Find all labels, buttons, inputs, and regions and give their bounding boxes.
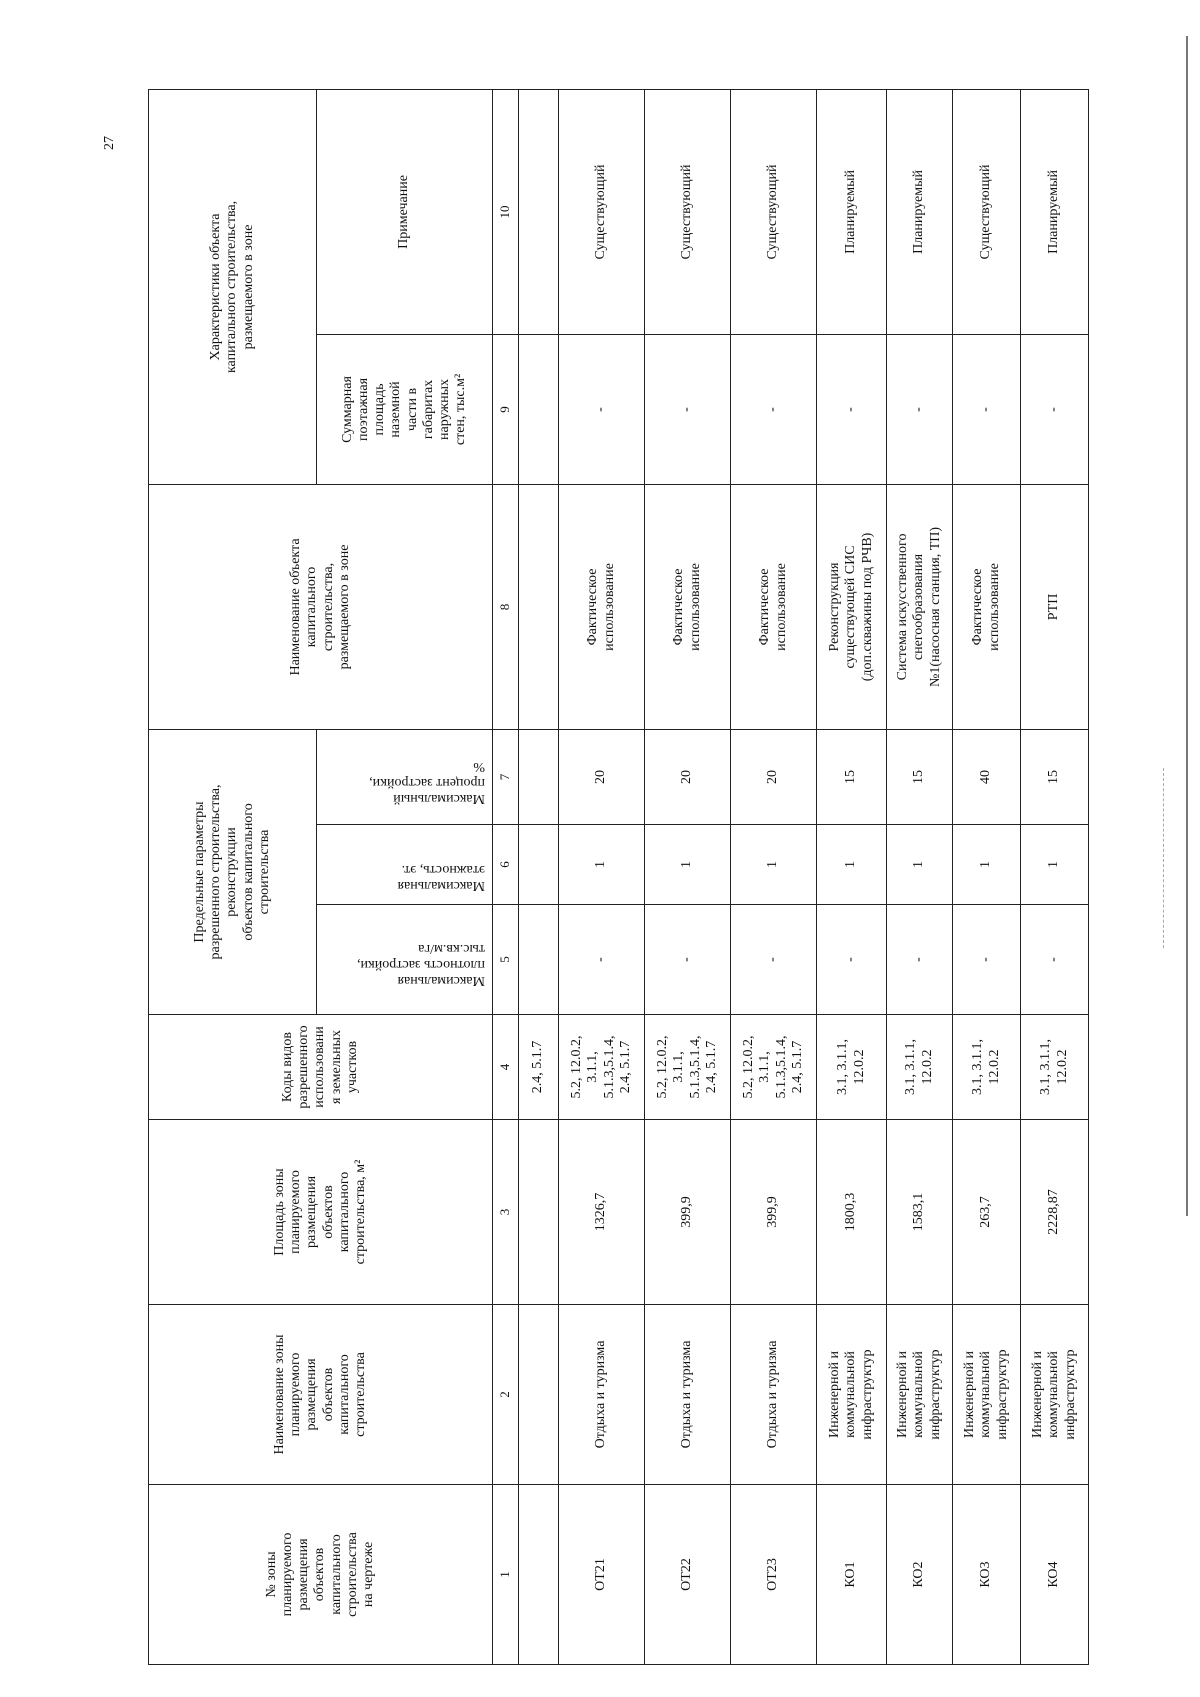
cell-zone-area: 399,9 [645, 1120, 731, 1305]
cell-zone-area: 1326,7 [559, 1120, 645, 1305]
cell-max-density: - [887, 905, 953, 1015]
cell-object-name: Фактическое использование [559, 484, 645, 729]
col-number: 7 [493, 729, 519, 824]
cell-max-floors [519, 825, 559, 905]
cell-object-name: Система искусственного снегообразования №1(насосная станция, ТП) [887, 484, 953, 729]
cell-object-name: Фактическое использование [953, 484, 1021, 729]
cell-total-floor-area [519, 334, 559, 484]
header-use-codes: Коды видов разрешенного использовани я земельных участков [149, 1015, 493, 1120]
cell-use-codes: 3.1, 3.1.1, 12.0.2 [817, 1015, 887, 1120]
table-row [559, 89, 645, 1664]
cell-max-floors: 1 [559, 825, 645, 905]
cell-max-coverage: 20 [645, 729, 731, 824]
cell-total-floor-area: - [817, 334, 887, 484]
cell-zone-name: Инженерной и коммунальной инфраструктур [817, 1305, 887, 1485]
cell-zone-name: Инженерной и коммунальной инфраструктур [953, 1305, 1021, 1485]
cell-use-codes: 5.2, 12.0.2, 3.1.1, 5.1.3,5.1.4, 2.4, 5.1.7 [559, 1015, 645, 1120]
cell-zone-number [519, 1485, 559, 1665]
cell-zone-area: 1583,1 [887, 1120, 953, 1305]
cell-max-density: - [817, 905, 887, 1015]
cell-zone-name: Отдыха и туризма [645, 1305, 731, 1485]
cell-use-codes: 3.1, 3.1.1, 12.0.2 [953, 1015, 1021, 1120]
cell-use-codes: 5.2, 12.0.2, 3.1.1, 5.1.3,5.1.4, 2.4, 5.1.7 [645, 1015, 731, 1120]
cell-zone-area [519, 1120, 559, 1305]
cell-zone-number: ОТ23 [731, 1485, 817, 1665]
header-zone-number: № зоны планируемого размещения объектов капитального строительства на чертеже [149, 1485, 493, 1665]
header-zone-name: Наименование зоны планируемого размещения объектов капитального строительства [149, 1305, 493, 1485]
cell-zone-number: ОТ21 [559, 1485, 645, 1665]
cell-object-name: Фактическое использование [731, 484, 817, 729]
cell-note: Существующий [731, 89, 817, 334]
cell-max-coverage: 15 [817, 729, 887, 824]
cell-total-floor-area: - [645, 334, 731, 484]
cell-max-density [519, 905, 559, 1015]
rotated-table-wrapper [148, 90, 1078, 1665]
cell-max-coverage: 20 [559, 729, 645, 824]
cell-zone-number: КО4 [1021, 1485, 1089, 1665]
zones-table [148, 89, 1089, 1665]
cell-zone-number: КО3 [953, 1485, 1021, 1665]
cell-max-coverage: 15 [1021, 729, 1089, 824]
cell-max-floors: 1 [645, 825, 731, 905]
column-number-row [493, 89, 519, 1664]
col-number: 3 [493, 1120, 519, 1305]
header-max-floors: Максимальная этажность, эт. [317, 825, 493, 905]
cell-max-coverage [519, 729, 559, 824]
cell-max-coverage: 40 [953, 729, 1021, 824]
cell-object-name: Фактическое использование [645, 484, 731, 729]
col-number: 8 [493, 484, 519, 729]
cell-note: Планируемый [817, 89, 887, 334]
col-number: 1 [493, 1485, 519, 1665]
cell-zone-number: ОТ22 [645, 1485, 731, 1665]
cell-zone-name: Отдыха и туризма [559, 1305, 645, 1485]
cell-max-density: - [559, 905, 645, 1015]
cell-max-coverage: 15 [887, 729, 953, 824]
col-number: 4 [493, 1015, 519, 1120]
cell-use-codes: 3.1, 3.1.1, 12.0.2 [1021, 1015, 1089, 1120]
cell-object-name: Реконструкция существующей СИС (доп.скважины под РЧВ) [817, 484, 887, 729]
cell-max-floors: 1 [887, 825, 953, 905]
cell-max-floors: 1 [817, 825, 887, 905]
cell-max-floors: 1 [953, 825, 1021, 905]
cell-total-floor-area: - [887, 334, 953, 484]
header-max-coverage: Максимальный процент застройки, % [317, 729, 493, 824]
page-number: 27 [102, 136, 117, 150]
cell-total-floor-area: - [559, 334, 645, 484]
col-number: 10 [493, 89, 519, 334]
cell-zone-area: 2228,87 [1021, 1120, 1089, 1305]
cell-note: Существующий [953, 89, 1021, 334]
cell-zone-area: 263,7 [953, 1120, 1021, 1305]
table-row [1021, 89, 1089, 1664]
header-zone-area: Площадь зоны планируемого размещения объектов капитального строительства, м² [149, 1120, 493, 1305]
cell-max-floors: 1 [731, 825, 817, 905]
cell-max-density: - [645, 905, 731, 1015]
cell-note: Существующий [645, 89, 731, 334]
cell-total-floor-area: - [731, 334, 817, 484]
header-group-object-characteristics: Характеристики объекта капитального строительства, размещаемого в зоне [149, 89, 317, 484]
table-row [887, 89, 953, 1664]
cell-note: Планируемый [1021, 89, 1089, 334]
table-row [953, 89, 1021, 1664]
cell-zone-name: Инженерной и коммунальной инфраструктур [1021, 1305, 1089, 1485]
cell-use-codes: 2.4, 5.1.7 [519, 1015, 559, 1120]
header-group-limit-parameters: Предельные параметры разрешенного строительства, реконструкции объектов капитального строительства [149, 729, 317, 1014]
table-row [645, 89, 731, 1664]
header-note: Примечание [317, 89, 493, 334]
col-number: 9 [493, 334, 519, 484]
cell-object-name: РТП [1021, 484, 1089, 729]
header-row-1 [149, 89, 317, 1664]
cell-zone-number: КО1 [817, 1485, 887, 1665]
cell-max-floors: 1 [1021, 825, 1089, 905]
col-number: 2 [493, 1305, 519, 1485]
cell-note: Существующий [559, 89, 645, 334]
table-row [817, 89, 887, 1664]
cell-max-density: - [953, 905, 1021, 1015]
cell-max-density: - [731, 905, 817, 1015]
cell-total-floor-area: - [953, 334, 1021, 484]
cell-zone-area: 1800,3 [817, 1120, 887, 1305]
cell-use-codes: 3.1, 3.1.1, 12.0.2 [887, 1015, 953, 1120]
carry-over-row [519, 89, 559, 1664]
header-total-floor-area: Суммарная поэтажная площадь наземной части в габаритах наружных стен, тыс.м² [317, 334, 493, 484]
cell-max-coverage: 20 [731, 729, 817, 824]
scan-artifact-dots [1163, 768, 1165, 948]
cell-note: Планируемый [887, 89, 953, 334]
table-row [731, 89, 817, 1664]
cell-note [519, 89, 559, 334]
cell-zone-area: 399,9 [731, 1120, 817, 1305]
header-max-density: Максимальная плотность застройки, тыс.кв.м/га [317, 905, 493, 1015]
cell-zone-name [519, 1305, 559, 1485]
header-object-name: Наименование объекта капитального строительства, размещаемого в зоне [149, 484, 493, 729]
cell-max-density: - [1021, 905, 1089, 1015]
cell-use-codes: 5.2, 12.0.2, 3.1.1, 5.1.3,5.1.4, 2.4, 5.1.7 [731, 1015, 817, 1120]
col-number: 6 [493, 825, 519, 905]
cell-zone-name: Отдыха и туризма [731, 1305, 817, 1485]
scan-edge-line [1186, 36, 1188, 1216]
cell-object-name [519, 484, 559, 729]
cell-zone-number: КО2 [887, 1485, 953, 1665]
col-number: 5 [493, 905, 519, 1015]
cell-total-floor-area: - [1021, 334, 1089, 484]
cell-zone-name: Инженерной и коммунальной инфраструктур [887, 1305, 953, 1485]
